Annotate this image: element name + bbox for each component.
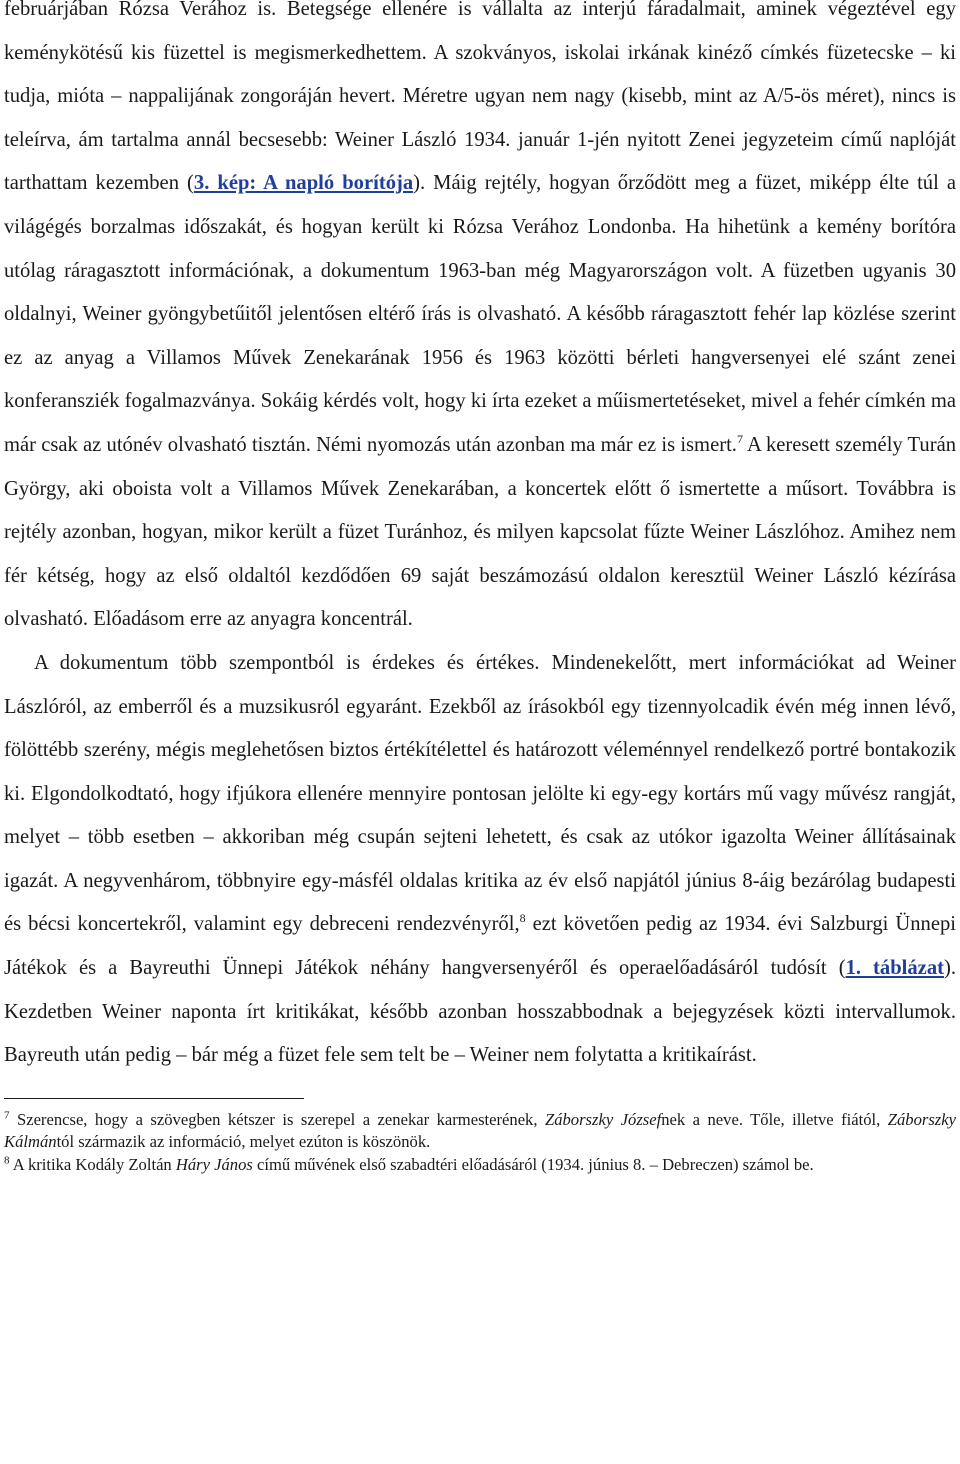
- paragraph-text: ezt követően pedig az 1934. évi Salzburgi Ünnepi Játékok és a Bayreuthi Ünnepi Játékok néhány hangversenyéről és operaelőadásáról tudósít (: [4, 913, 956, 980]
- footnote-text: A kritika Kodály Zoltán: [12, 1154, 176, 1174]
- footnote-7: [4, 1109, 956, 1154]
- body-paragraph-2: [4, 642, 956, 1078]
- paragraph-text: februárjában Rózsa Verához is. Betegsége ellenére is vállalta az interjú fáradalmait, aminek végeztével egy keménykötésű kis füzettel is megismerkedhettem. A szokványos, iskolai irkának kinéző címkés füzetecske ‒ ki tudja, mióta ‒ nappalijának zongoráján hevert. Méretre ugyan nem nagy (kisebb, mint az A/5-ös méret), nincs is teleírva, ám tartalma annál becsesebb: Weiner László 1934. január 1-jén nyitott Zenei jegyzeteim című naplóját tarthattam kezemben (: [4, 0, 956, 195]
- footnote-italic-title: Háry János: [175, 1154, 253, 1174]
- footnote-number: 7: [4, 1109, 10, 1122]
- footnote-text: Szerencse, hogy a szövegben kétszer is szerepel a zenekar karmesterének,: [16, 1109, 545, 1129]
- footnote-text: nek a neve. Tőle, illetve fiától,: [661, 1109, 888, 1129]
- footnote-8: [4, 1154, 956, 1177]
- image-3-reference-link[interactable]: 3. kép: A napló borítója: [193, 172, 414, 195]
- paragraph-text: ). Kezdetben Weiner naponta írt kritikákat, később azonban hosszabbodnak a bejegyzések közti intervallumok. Bayreuth után pedig ‒ bár még a füzet fele sem telt be ‒ Weiner nem folytatta a kritikaírást.: [4, 957, 956, 1067]
- footnote-8-reference[interactable]: 8: [519, 911, 526, 926]
- footnote-italic-name: Záborszky József: [544, 1109, 662, 1129]
- footnote-italic-name: Záborszky Kálmán: [4, 1109, 956, 1152]
- footnote-text: című művének első szabadtéri előadásáról (1934. június 8. ‒ Debreczen) számol be.: [252, 1154, 814, 1174]
- footnote-text: tól származik az információ, melyet ezúton is köszönök.: [56, 1132, 431, 1152]
- footnote-separator: [4, 1098, 304, 1099]
- footnote-7-reference[interactable]: 7: [736, 432, 743, 447]
- table-1-reference-link[interactable]: 1. táblázat: [845, 957, 944, 980]
- paragraph-text: ). Máig rejtély, hogyan őrződött meg a füzet, miképp élte túl a világégés borzalmas időszakát, és hogyan került ki Rózsa Verához Londonba. Ha hihetünk a kemény borítóra utólag ráragasztott információnak, a dokumentum 1963-ban még Magyarországon volt. A füzetben ugyanis 30 oldalnyi, Weiner gyöngybetűitől jelentősen eltérő írás is olvasható. A később ráragasztott fehér lap közlése szerint ez az anyag a Villamos Művek Zenekarának 1956 és 1963 közötti bérleti hangversenyei elé szánt zenei konferansziék fogalmazványa. Sokáig kérdés volt, hogy ki írta ezeket a műismertetéseket, mivel a fehér címkén ma már csak az utónév olvasható tisztán. Némi nyomozás után azonban ma már ez is ismert.: [4, 172, 956, 456]
- footnote-number: 8: [4, 1154, 10, 1167]
- body-paragraph-1: [4, 0, 956, 642]
- paragraph-text: A dokumentum több szempontból is érdekes és értékes. Mindenekelőtt, mert információkat ad Weiner Lászlóról, az emberről és a muzsikusról egyaránt. Ezekből az írásokból egy tizennyolcadik évén még innen lévő, fölöttébb szerény, mégis meglehetősen biztos értékítélettel és határozott véleménnyel rendelkező portré bontakozik ki. Elgondolkodtató, hogy ifjúkora ellenére mennyire pontosan jelölte ki egy-egy kortárs mű vagy művész rangját, melyet ‒ több esetben ‒ akkoriban még csupán sejteni lehetett, és csak az utókor igazolta Weiner állításainak igazát. A negyvenhárom, többnyire egy-másfél oldalas kritika az év első napjától június 8-áig bezárólag budapesti és bécsi koncertekről, valamint egy debreceni rendezvényről,: [4, 651, 956, 936]
- paragraph-text: A keresett személy Turán György, aki oboista volt a Villamos Művek Zenekarában, a koncertek előtt ő ismertette a műsort. Továbbra is rejtély azonban, hogyan, mikor került a füzet Turánhoz, és milyen kapcsolat fűzte Weiner Lászlóhoz. Amihez nem fér kétség, hogy az első oldaltól kezdődően 69 saját beszámozású oldalon keresztül Weiner László kézírása olvasható. Előadásom erre az anyagra koncentrál.: [4, 433, 957, 631]
